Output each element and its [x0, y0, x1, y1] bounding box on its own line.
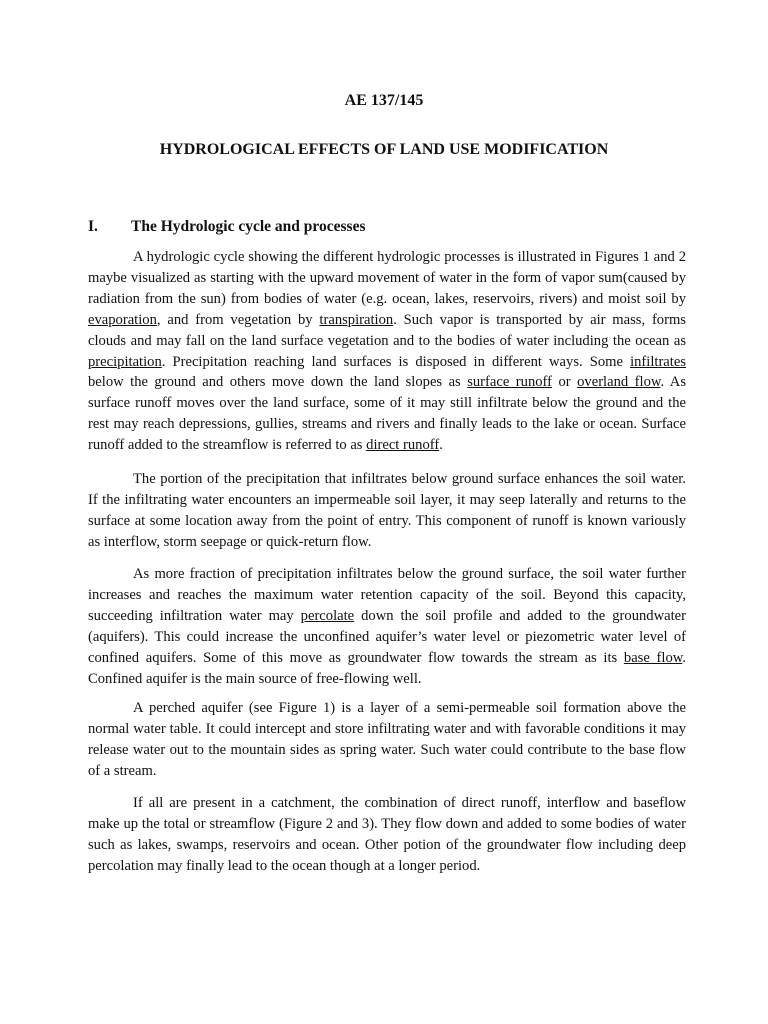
- paragraph-text: . As surface runoff moves over the land surface, some of it may still infiltrate below the ground and the rest may reach depressions, gullies, streams and rivers and finally leads to the lake or ocean. Surface runoff added to the streamflow is referred to as: [88, 374, 687, 454]
- paragraph-text: A perched aquifer (see Figure 1) is a layer of a semi-permeable soil formation above the normal water table. It could intercept and store infiltrating water and with favorable conditions it may release water out to the mountain sides as spring water. Such water could contribute to the base flow of a stream.: [88, 700, 686, 779]
- underlined-term: infiltrates: [630, 353, 686, 370]
- underlined-term: evaporation: [88, 311, 157, 328]
- paragraph-5: [88, 793, 686, 877]
- section-heading: [88, 218, 366, 236]
- paragraph-text: down the soil profile and added to the groundwater (aquifers). This could increase the unconfined aquifer’s water level or piezometric water level of confined aquifers. Some of this move as groundwater flow towards the stream as its: [88, 607, 686, 666]
- paragraph-text: . Confined aquifer is the main source of free-flowing well.: [88, 649, 686, 687]
- paragraph-4: [88, 698, 686, 782]
- course-code: AE 137/145: [344, 92, 424, 109]
- underlined-term: precipitation: [88, 353, 162, 370]
- paragraph-text: below the ground and others move down the land slopes as: [88, 374, 468, 391]
- paragraph-text: , and from vegetation by: [156, 311, 320, 328]
- paragraph-1: [88, 247, 686, 456]
- underlined-term: surface runoff: [467, 374, 553, 391]
- page-title: HYDROLOGICAL EFFECTS OF LAND USE MODIFICATION: [159, 141, 609, 158]
- paragraph-text: The portion of the precipitation that infiltrates below ground surface enhances the soil water. If the infiltrating water encounters an impermeable soil layer, it may seep laterally and returns to the surface at some location away from the point of entry. This component of runoff is known variously as interflow, storm seepage or quick-return flow.: [88, 471, 686, 550]
- underlined-term: overland flow: [577, 374, 661, 391]
- underlined-term: percolate: [300, 607, 355, 624]
- paragraph-text: If all are present in a catchment, the combination of direct runoff, interflow and baseflow make up the total or streamflow (Figure 2 and 3). They flow down and added to some bodies of water such as lakes, swamps, reservoirs and ocean. Other potion of the groundwater flow including deep percolation may finally lead to the ocean though at a longer period.: [88, 795, 686, 874]
- paragraph-text: .: [439, 437, 443, 454]
- underlined-term: direct runoff: [366, 437, 440, 454]
- paragraph-text: . Such vapor is transported by air mass, forms clouds and may fall on the land surface vegetation and to the bodies of water including the ocean as: [88, 311, 686, 349]
- paragraph-2: [88, 469, 686, 553]
- paragraph-text: . Precipitation reaching land surfaces is disposed in different ways. Some: [161, 353, 631, 370]
- paragraph-text: A hydrologic cycle showing the different hydrologic processes is illustrated in Figures 1 and 2 maybe visualized as starting with the upward movement of water in the form of vapor sum(caused by radiation from the sun) from bodies of water (e.g. ocean, lakes, reservoirs, rivers) and moist soil by: [88, 249, 686, 307]
- paragraph-3: [88, 564, 686, 689]
- section-heading-text: The Hydrologic cycle and processes: [131, 218, 366, 235]
- paragraph-text: or: [552, 374, 578, 391]
- paragraph-text: As more fraction of precipitation infiltrates below the ground surface, the soil water further increases and reaches the maximum water retention capacity of the soil. Beyond this capacity, succeeding infiltration water may: [88, 566, 686, 624]
- section-number: I.: [88, 218, 98, 235]
- underlined-term: base flow: [623, 649, 683, 666]
- underlined-term: transpiration: [319, 311, 394, 328]
